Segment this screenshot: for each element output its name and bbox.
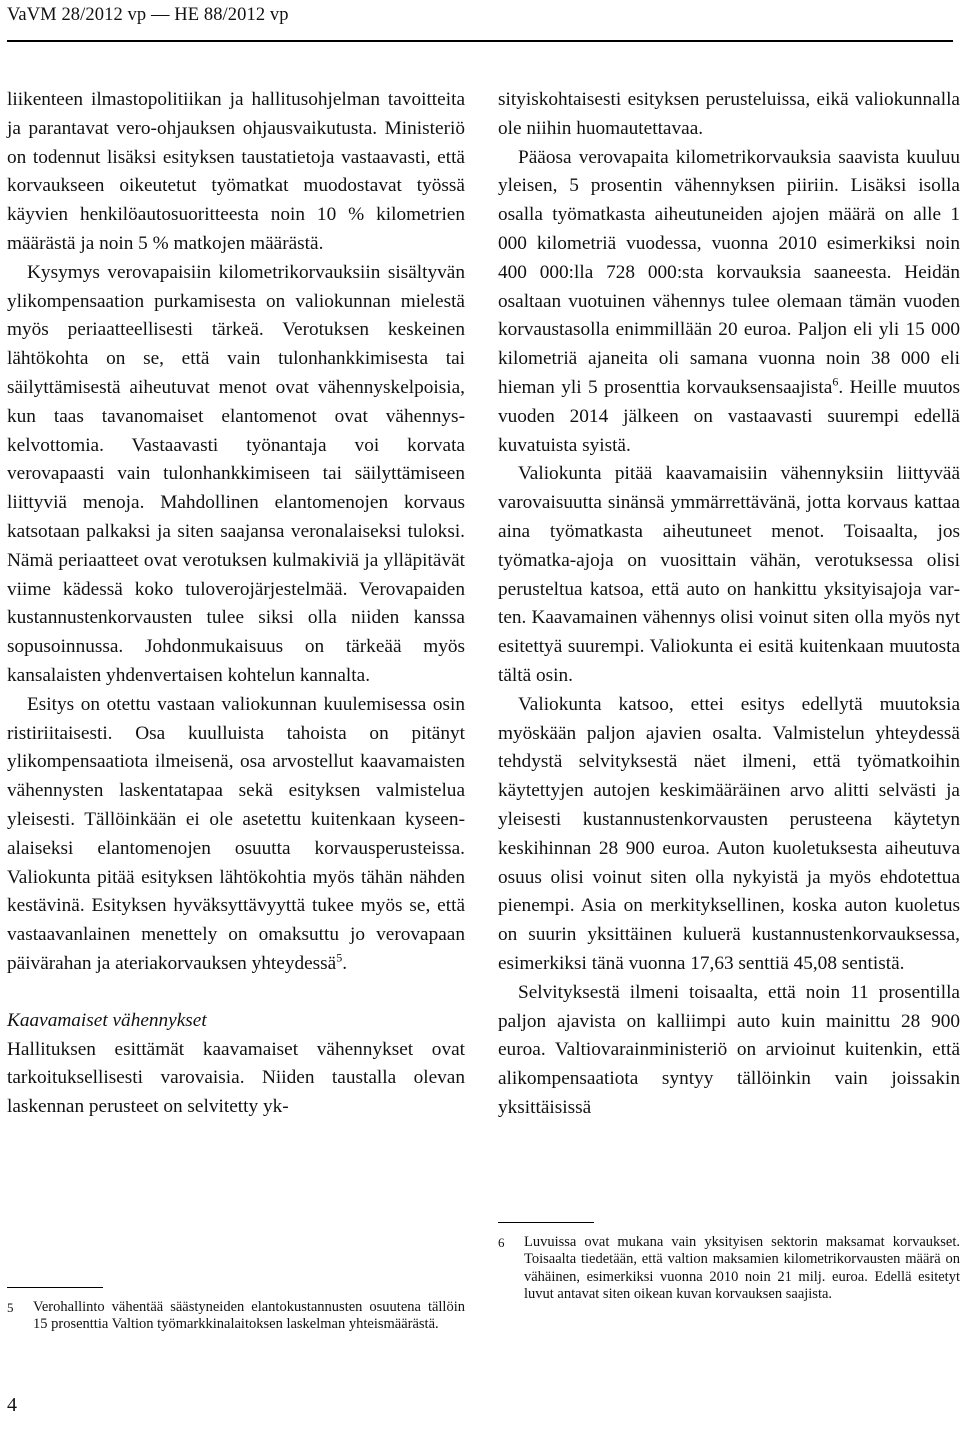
footnote-6 bbox=[498, 1234, 960, 1304]
right-paragraph-2-end: . Heille muutos vuoden 2014 jälkeen on vastaavasti suurempi edellä kuvatuista syistä. bbox=[498, 376, 960, 456]
footnote-ref-6[interactable]: 6 bbox=[832, 374, 839, 389]
footnote-5-text: Verohallinto vähentää säästyneiden elantokustannusten osuutena tällöin 15 prosenttia Valtion työmarkkinalaitoksen laskelman yhteismäärästä. bbox=[33, 1299, 465, 1333]
left-paragraph-3-text: Esitys on otettu vastaan valiokunnan kuulemisessa osin ristiriitaisesti. Osa kuulluista tahoista on pitänyt ylikompensaatiota ilmeisenä, osa arvostellut kaavamaisten vähennysten laskentatapaa sekä esityksen valmistelua yleisesti. Tällöinkään ei ole asetettu kuitenkaan kyseenalaiseksi elantomenojen osuutta korvausperusteissa. Valiokunta pitää esityksen lähtökohtia myös tähän nähden kestävinä. Esityksen hyväksyttävyyttä tukee myös se, että vastaavanlainen menettely on omaksuttu jo verovapaan päivärahan ja ateriakorvauksen yhteydessä bbox=[7, 693, 465, 974]
page-number: 4 bbox=[7, 1394, 17, 1416]
footnote-6-text: Luvuissa ovat mukana vain yksityisen sektorin maksamat korvaukset. Toisaalta tiedetään, että valtion maksamien kilometrikorvausten määrä on vähäinen, esimerkiksi vuonna 2010 noin 21 milj. euroa. Edellä esitetyt luvut antavat siten oikean kuvan korvauksen saajista. bbox=[524, 1234, 960, 1303]
left-paragraph-2: Kysymys verovapaisiin kilometrikorvauksiin sisältyvän ylikompensaation purkamisesta on valiokunnan mielestä myös periaatteellisesti tärkeä. Verotuksen keskeinen lähtökohta on se, että vain tulonhankkimisesta tai säilyttämisestä aiheutuvat menot ovat vähennyskelpoisia, kun taas tavanomaiset elantomenot ovat vähennyskelvottomia. Vastaavasti työnantaja voi korvata verovapaasti vain tulonhankkimiseen tai säilyttämiseen liittyviä menoja. Mahdollinen elantomenojen korvaus katsotaan palkaksi ja siten saajansa veronalaiseksi tuloksi. Nämä periaatteet ovat verotuksen kulmakiviä ja ylläpitävät viime kädessä koko tuloverojärjestelmää. Verovapaiden kustannustenkorvausten tulee siksi olla niiden kanssa sopusoinnussa. Johdonmukaisuus on tärkeää myös kansalaisten yhdenvertaisen kohtelun kannalta. bbox=[7, 261, 465, 686]
left-paragraph-3 bbox=[7, 691, 465, 979]
footnote-divider-right bbox=[498, 1222, 594, 1223]
left-paragraph-1: liikenteen ilmastopolitiikan ja hallitusohjelman tavoitteita ja parantavat vero-ohjauksen ohjausvaikutusta. Ministeriö on todennut lisäksi esityksen taustatietoja vastaavasti, että korvaukseen oikeutetut työmatkat muodostavat työssä käyvien henkilöautosuoritteesta noin 10 % kilometrien määrästä ja noin 5 % matkojen määrästä. bbox=[7, 89, 465, 254]
left-paragraph-3-end: . bbox=[342, 952, 348, 974]
footnote-6-number: 6 bbox=[498, 1235, 505, 1250]
right-paragraph-4: Valiokunta katsoo, ettei esitys edellytä muutoksia myöskään paljon ajavien osalta. Valmistelun yhteydessä tehdystä selvityksestä näet ilmeni, että työmatkoihin käytettyjen autojen keskimääräinen arvo alitti selvästi ja yleisesti kustannustenkorvausten perusteena käytetyn keskihinnan 28 900 euroa. Auton kuoletuksesta aiheutuva osuus olisi voinut siten olla nykyistä ja myös ehdotettua pienempi. Asia on merkityksellinen, koska auton kuoletus on suurin yksittäinen kuluerä kustannustenkorvauksessa, esimerkiksi tänä vuonna 17,63 senttiä 45,08 sentistä. bbox=[498, 693, 960, 974]
header-title: VaVM 28/2012 vp — HE 88/2012 vp bbox=[7, 5, 289, 25]
running-header bbox=[7, 0, 953, 42]
footnote-5 bbox=[7, 1299, 465, 1334]
left-paragraph-4: Hallituksen esittämät kaavamaiset vähennykset ovat tarkoituksellisesti varovaisia. Niiden taustalla olevan laskennan perusteet on selvitetty yk- bbox=[7, 1038, 465, 1118]
section-heading: Kaavamaiset vähennykset bbox=[7, 1009, 207, 1031]
right-paragraph-3: Valiokunta pitää kaavamaisiin vähennyksiin liittyvää varovaisuutta sinänsä ymmärrettävänä, jotta korvaus kattaa aina työmatkasta aiheutuneet menot. Toisaalta, jos työmatka-ajoja on vuosittain vähän, verotuksessa olisi perusteltua katsoa, että auto on hankittu yksityisajoja varten. Kaavamainen vähennys olisi voinut siten olla myös nyt esitettyä suurempi. Valiokunta ei esitä kuitenkaan muutosta tältä osin. bbox=[498, 463, 960, 686]
footnote-divider-left bbox=[7, 1287, 103, 1288]
footnote-ref-5[interactable]: 5 bbox=[336, 950, 343, 965]
right-column bbox=[498, 86, 960, 1123]
right-paragraph-5: Selvityksestä ilmeni toisaalta, että noin 11 prosentilla paljon ajavista on kalliimpi auto kuin mainittu 28 900 euroa. Valtiovarainministeriö on arvioinut kuitenkin, että alikompensaatiota syntyy tällöinkin vain joissakin yksittäisissä bbox=[498, 981, 960, 1118]
footnote-5-number: 5 bbox=[7, 1300, 14, 1315]
right-paragraph-1: sityiskohtaisesti esityksen perusteluissa, eikä valiokunnalla ole niihin huomautettavaa. bbox=[498, 89, 960, 139]
right-paragraph-2 bbox=[498, 144, 960, 461]
left-column bbox=[7, 86, 465, 1122]
right-paragraph-2-text: Pääosa verovapaita kilometrikorvauksia saavista kuuluu yleisen, 5 prosentin vähennyksen piiriin. Lisäksi isolla osalla työmatkasta aiheutuneiden ajojen määrä on alle 1 000 kilometriä vuodessa, vuonna 2010 esimerkiksi noin 400 000:lla 728 000:sta korvauksia saaneesta. Heidän osaltaan vuotuinen vähennys tulee olemaan tämän vuoden korvaustasolla enimmillään 20 euroa. Paljon eli yli 15 000 kilometriä ajaneita oli samana vuonna noin 38 000 eli hieman yli 5 prosenttia korvauksensaajista bbox=[498, 146, 960, 398]
